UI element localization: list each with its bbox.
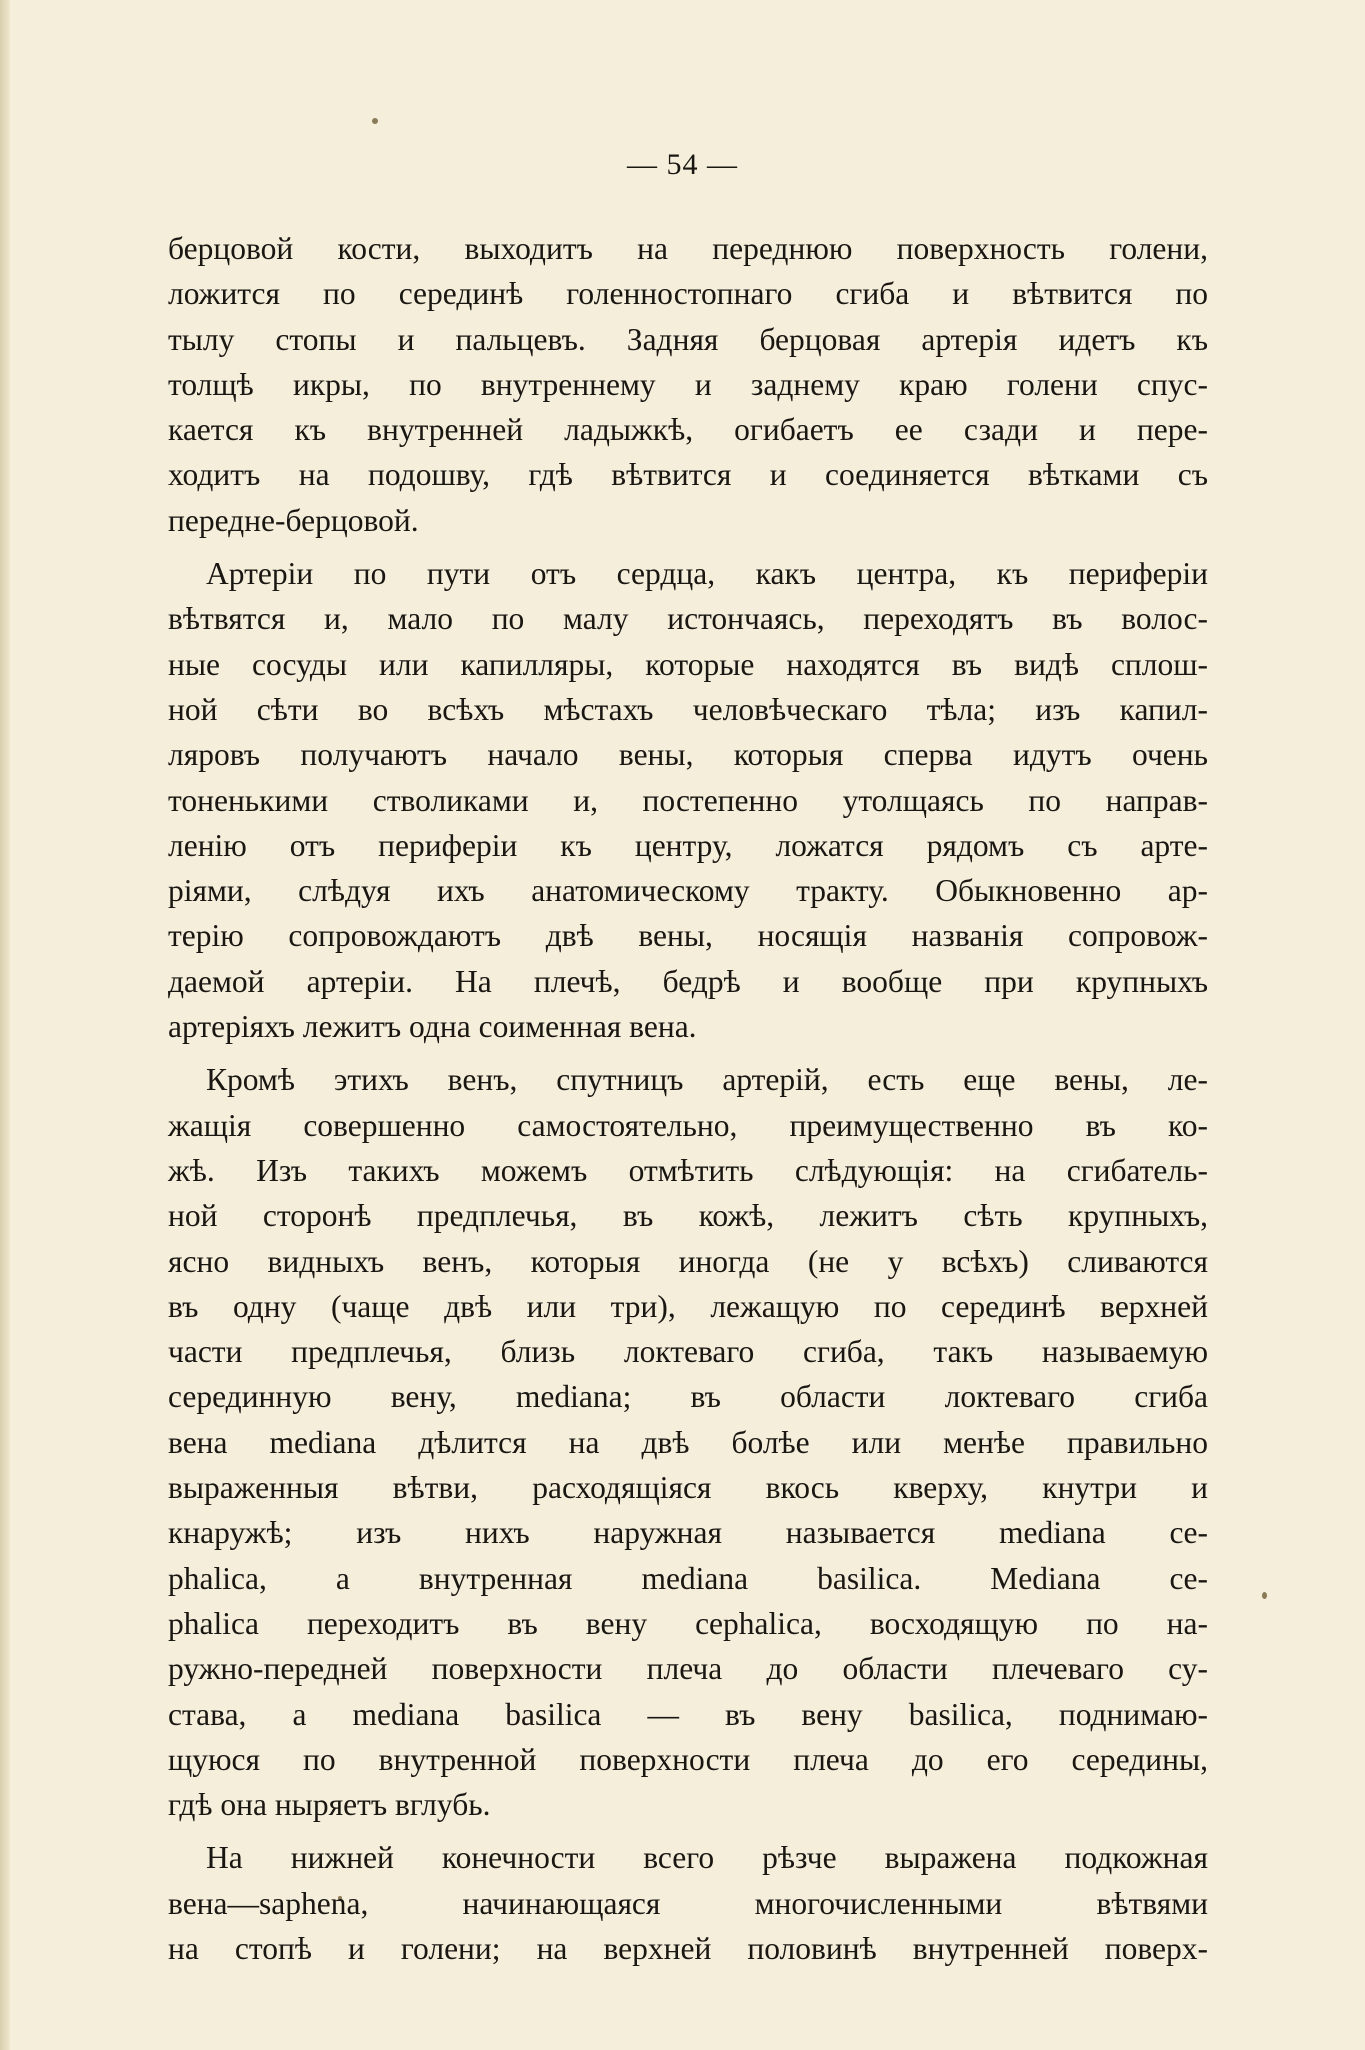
paragraph bbox=[168, 1057, 1208, 1827]
text-line: ріями, слѣдуя ихъ анатомическому тракту. Обыкновенно ар- bbox=[168, 873, 1208, 909]
text-line: Кромѣ этихъ венъ, спутницъ артерій, есть еще вены, ле- bbox=[206, 1062, 1208, 1098]
text-line: терію сопровождаютъ двѣ вены, носящія названія сопровож- bbox=[168, 918, 1208, 954]
text-line: жащія совершенно самостоятельно, преимущественно въ ко- bbox=[168, 1107, 1208, 1143]
text-line: ные сосуды или капилляры, которые находятся въ видѣ сплош- bbox=[168, 646, 1208, 682]
text-line: На нижней конечности всего рѣзче выражена подкожная bbox=[206, 1840, 1208, 1876]
text-line: передне-берцовой. bbox=[168, 502, 419, 538]
text-line: тылу стопы и пальцевъ. Задняя берцовая артерія идетъ къ bbox=[168, 321, 1208, 357]
text-line: гдѣ она ныряетъ вглубь. bbox=[168, 1787, 491, 1823]
text-line: выраженныя вѣтви, расходящіяся вкось кверху, кнутри и bbox=[168, 1470, 1208, 1506]
text-line: ясно видныхъ венъ, которыя иногда (не у всѣхъ) сливаются bbox=[168, 1243, 1208, 1279]
text-line: phalica переходитъ въ вену cephalica, восходящую по на- bbox=[168, 1605, 1208, 1641]
text-line: серединную вену, mediana; въ области локтеваго сгиба bbox=[168, 1379, 1208, 1415]
text-line: даемой артеріи. На плечѣ, бедрѣ и вообще при крупныхъ bbox=[168, 963, 1208, 999]
text-line: ной сторонѣ предплечья, въ кожѣ, лежитъ сѣть крупныхъ, bbox=[168, 1198, 1208, 1234]
text-line: кается къ внутренней ладыжкѣ, огибаетъ ее сзади и пере- bbox=[168, 412, 1208, 448]
text-line: ходитъ на подошву, гдѣ вѣтвится и соединяется вѣтками съ bbox=[168, 457, 1208, 493]
text-line: Артеріи по пути отъ сердца, какъ центра, къ периферіи bbox=[206, 556, 1208, 592]
text-line: става, а mediana basilica — въ вену basilica, поднимаю- bbox=[168, 1696, 1208, 1732]
text-line: на стопѣ и голени; на верхней половинѣ внутренней поверх- bbox=[168, 1930, 1208, 1966]
text-line: части предплечья, близь локтеваго сгиба, такъ называемую bbox=[168, 1334, 1208, 1370]
text-line: ружно-передней поверхности плеча до области плечеваго су- bbox=[168, 1651, 1208, 1687]
ink-speck bbox=[372, 118, 378, 124]
text-line: вѣтвятся и, мало по малу истончаясь, переходятъ въ волос- bbox=[168, 601, 1208, 637]
page-number: — 54 — bbox=[627, 148, 738, 181]
text-line: берцовой кости, выходитъ на переднюю поверхность голени, bbox=[168, 231, 1208, 266]
paragraph bbox=[168, 1835, 1208, 1971]
text-line: артеріяхъ лежитъ одна соименная вена. bbox=[168, 1009, 697, 1045]
text-line: щуюся по внутренной поверхности плеча до его середины, bbox=[168, 1741, 1208, 1777]
text-line: тоненькими стволиками и, постепенно утолщаясь по направ- bbox=[168, 782, 1208, 818]
paragraph bbox=[168, 551, 1208, 1049]
text-line: ляровъ получаютъ начало вены, которыя сперва идутъ очень bbox=[168, 737, 1208, 773]
text-line: ной сѣти во всѣхъ мѣстахъ человѣческаго тѣла; изъ капил- bbox=[168, 691, 1208, 727]
text-line: кнаружѣ; изъ нихъ наружная называется mediana ce- bbox=[168, 1515, 1208, 1551]
page-edge bbox=[0, 0, 10, 2050]
text-line: ленію отъ периферіи къ центру, ложатся рядомъ съ арте- bbox=[168, 827, 1208, 863]
text-line: вена mediana дѣлится на двѣ болѣе или менѣе правильно bbox=[168, 1424, 1208, 1460]
text-line: въ одну (чаще двѣ или три), лежащую по серединѣ верхней bbox=[168, 1288, 1208, 1324]
paragraph bbox=[168, 226, 1208, 543]
text-line: жѣ. Изъ такихъ можемъ отмѣтить слѣдующія: на сгибатель- bbox=[168, 1152, 1208, 1188]
text-line: толщѣ икры, по внутреннему и заднему краю голени спус- bbox=[168, 366, 1208, 402]
text-line: ложится по серединѣ голенностопнаго сгиба и вѣтвится по bbox=[168, 276, 1208, 312]
text-line: phalica, а внутренная mediana basilica. Mediana ce- bbox=[168, 1560, 1208, 1596]
text-line: вена—saphena, начинающаяся многочисленными вѣтвями bbox=[168, 1885, 1208, 1921]
ink-speck bbox=[1262, 1592, 1267, 1599]
body-text bbox=[168, 226, 1208, 1971]
